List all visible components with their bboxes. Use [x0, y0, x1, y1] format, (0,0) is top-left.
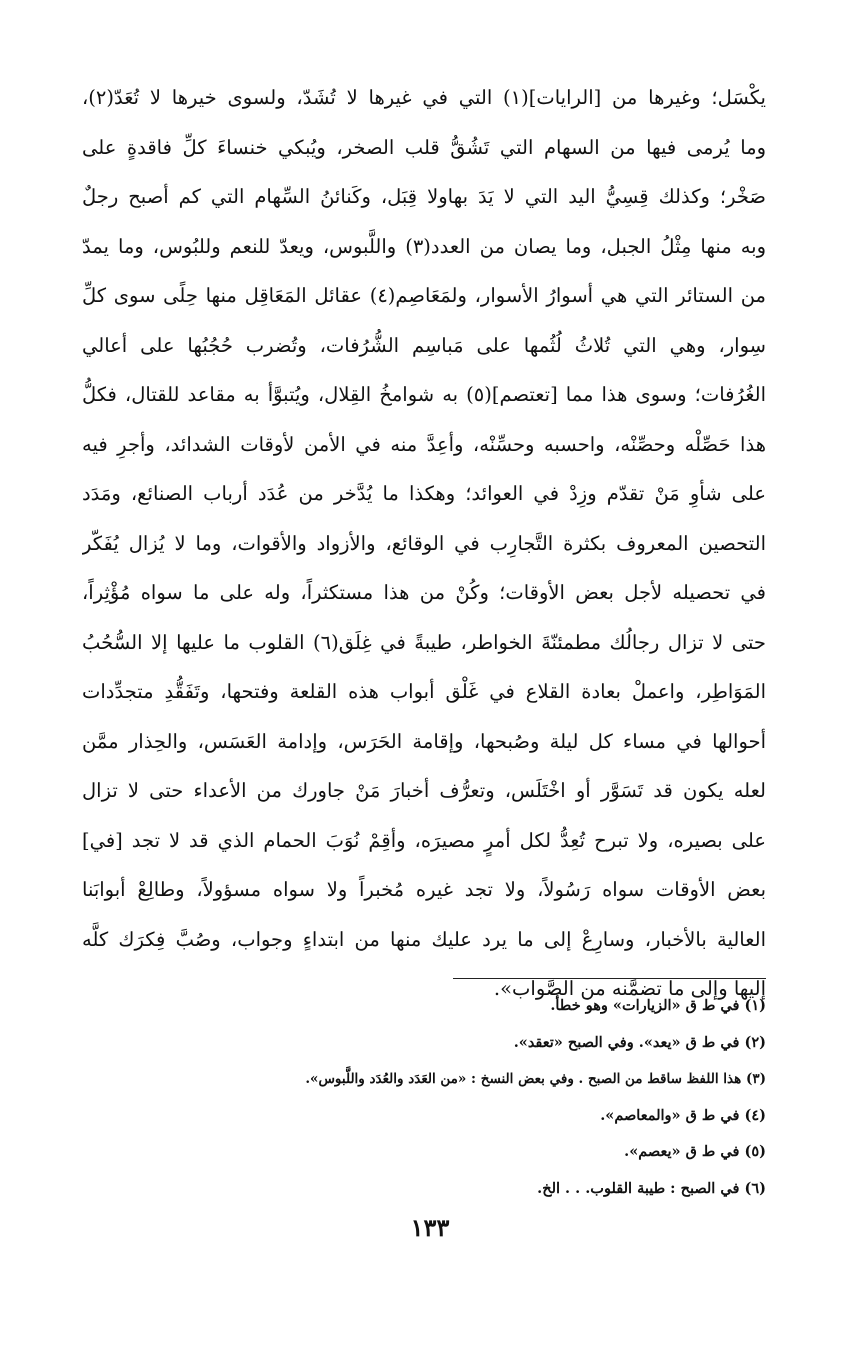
main-text-block — [82, 73, 766, 1014]
text-line: من الستائر التي هي أسوارُ الأسوار، ولمَعَاصِم(٤) عقائل المَعَاقِل منها حِلًى سوى كلِّ — [82, 284, 766, 307]
text-line: لعله يكون قد تَسَوَّر أو اخْتَلَس، وتعرُّف أخبارَ مَنْ جاورك من الأعداء حتى لا تزال — [82, 779, 766, 802]
text-line: وبه منها مِثْلُ الجبل، وما يصان من العدد(٣) واللَّبوس، ويعدّ للنعم وللبُوس، وما يمدّ — [82, 234, 766, 258]
text-line: العالية بالأخبار، وسارِعْ إلى ما يرد عليك منها من ابتداءٍ وجواب، وصُبَّ فِكرَك كلَّه — [82, 927, 766, 951]
text-line: على بصيره، ولا تبرح تُعِدُّ لكل أمرٍ مصيرَه، وأقِمْ نُوَبَ الحمام الذي قد لا تجد [في] — [82, 828, 766, 852]
text-line: بعض الأوقات سواه رَسُولاً، ولا تجد غيره مُخبراً ولا سواه مسؤولاً، وطالِعْ أبوابَنا — [82, 878, 766, 901]
footnotes — [300, 988, 766, 1207]
footnote: (٤) في ط ق «والمعاصم». — [600, 1106, 766, 1124]
footnote: (٢) في ط ق «يعد». وفي الصبح «تعقد». — [513, 1033, 766, 1051]
text-line: سِوار، وهي التي تُلاثُ لُثُمها على مَباسِم الشُّرُفات، وتُضرب حُجُبُها على أعالي — [82, 333, 766, 357]
text-line: في تحصيله لأجل بعض الأوقات؛ وكُنْ من هذا مستكثراً، وله على ما سواه مُؤْثِراً، — [82, 581, 766, 604]
page-number: ١٣٣ — [410, 1213, 450, 1242]
text-line: إليها وإلى ما تضمَّنه من الصَّواب». — [493, 977, 766, 1000]
text-line: وما يُرمى فيها من السهام التي تَشُقُّ قلب الصخر، ويُبكي خنساءَ كلِّ فاقدةٍ على — [82, 135, 766, 159]
footnote: (١) في ط ق «الزيارات» وهو خطأ. — [550, 997, 766, 1014]
footnote: (٣) هذا اللفظ ساقط من الصبح . وفي بعض النسخ : «من العَدَد والعُدَد واللَّبوس». — [305, 1071, 766, 1087]
text-line: يكْسَل؛ وغيرها من [الرايات](١) التي في غيرها لا تُشَدّ، ولسوى خيرها لا تُعَدّ(٢)، — [82, 86, 766, 109]
text-line: المَوَاطِر، واعملْ بعادة القلاع في غَلْق أبواب هذه القلعة وفتحها، وتَفَقُّدِ متجدِّدات — [82, 680, 766, 703]
text-line: صَخْر؛ وكذلك قِسِيُّ اليد التي لا يَدَ بهاولا قِبَل، وكَنائنُ السِّهام التي كم أصبح رجلٌ — [82, 185, 766, 208]
text-line: التحصين المعروف بكثرة التَّجارِب في الوقائع، والأزواد والأقوات، وما لا يُزال يُفَكّر — [82, 531, 766, 555]
footnote: (٦) في الصبح : طيبة القلوب. . . الخ. — [537, 1179, 766, 1197]
footnote: (٥) في ط ق «يعصم». — [624, 1143, 766, 1160]
text-line: حتى لا تزال رجالُك مطمئنّةَ الخواطر، طيبةً في غِلَق(٦) القلوب ما عليها إلا السُّحُبُ — [82, 630, 766, 654]
text-line: أحوالها في مساء كل ليلة وصُبحها، وإقامة الحَرَس، وإدامة العَسَس، والحِذار ممَّن — [82, 729, 766, 753]
text-line: على شأوِ مَنْ تقدّم وزِدْ في العوائد؛ وهكذا ما يُدَّخر من عُدَد أرباب الصنائع، ومَدَد — [82, 482, 766, 505]
footnote-separator — [453, 978, 766, 979]
text-line: هذا حَصِّلْه وحصِّنْه، واحسبه وحسِّنْه، وأعِدَّ منه في الأمن لأوقات الشدائد، وأجرِ فيه — [82, 432, 766, 456]
text-line: الغُرُفات؛ وسوى هذا مما [تعتصم](٥) به شوامخُ القِلال، ويُتبوَّأ به مقاعد للقتال، فكلُّ — [82, 383, 766, 406]
